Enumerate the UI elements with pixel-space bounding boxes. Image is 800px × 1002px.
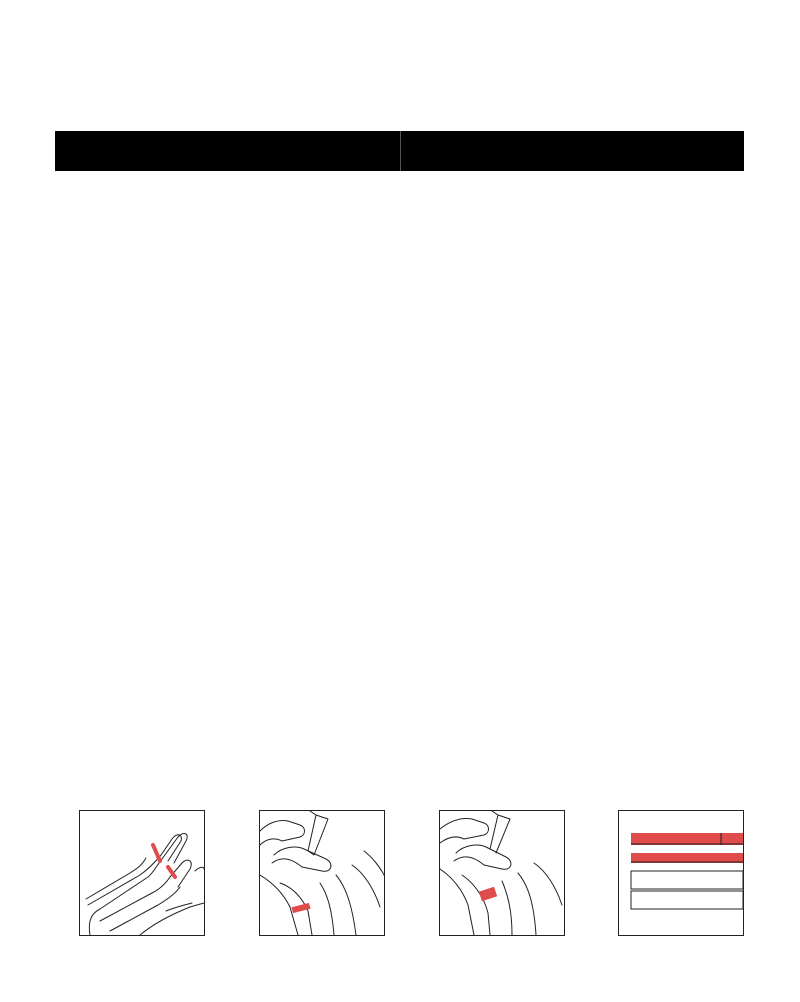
header-diameter [480, 131, 595, 171]
ruler-measure-icon [618, 810, 744, 936]
mark-overlap-icon [439, 810, 565, 936]
inch-ruler [631, 891, 743, 909]
header-circumference [251, 131, 400, 171]
ring-size-table [55, 131, 744, 171]
hand-with-string-icon [79, 810, 205, 936]
header-circumference [595, 131, 744, 171]
table-header-row [55, 131, 744, 171]
cm-ruler [631, 871, 743, 889]
header-diameter [136, 131, 251, 171]
mark-string-with-pen-icon [259, 810, 385, 936]
header-ring-size [55, 131, 136, 171]
header-ring-size [400, 131, 480, 171]
measured-strip [631, 833, 743, 845]
